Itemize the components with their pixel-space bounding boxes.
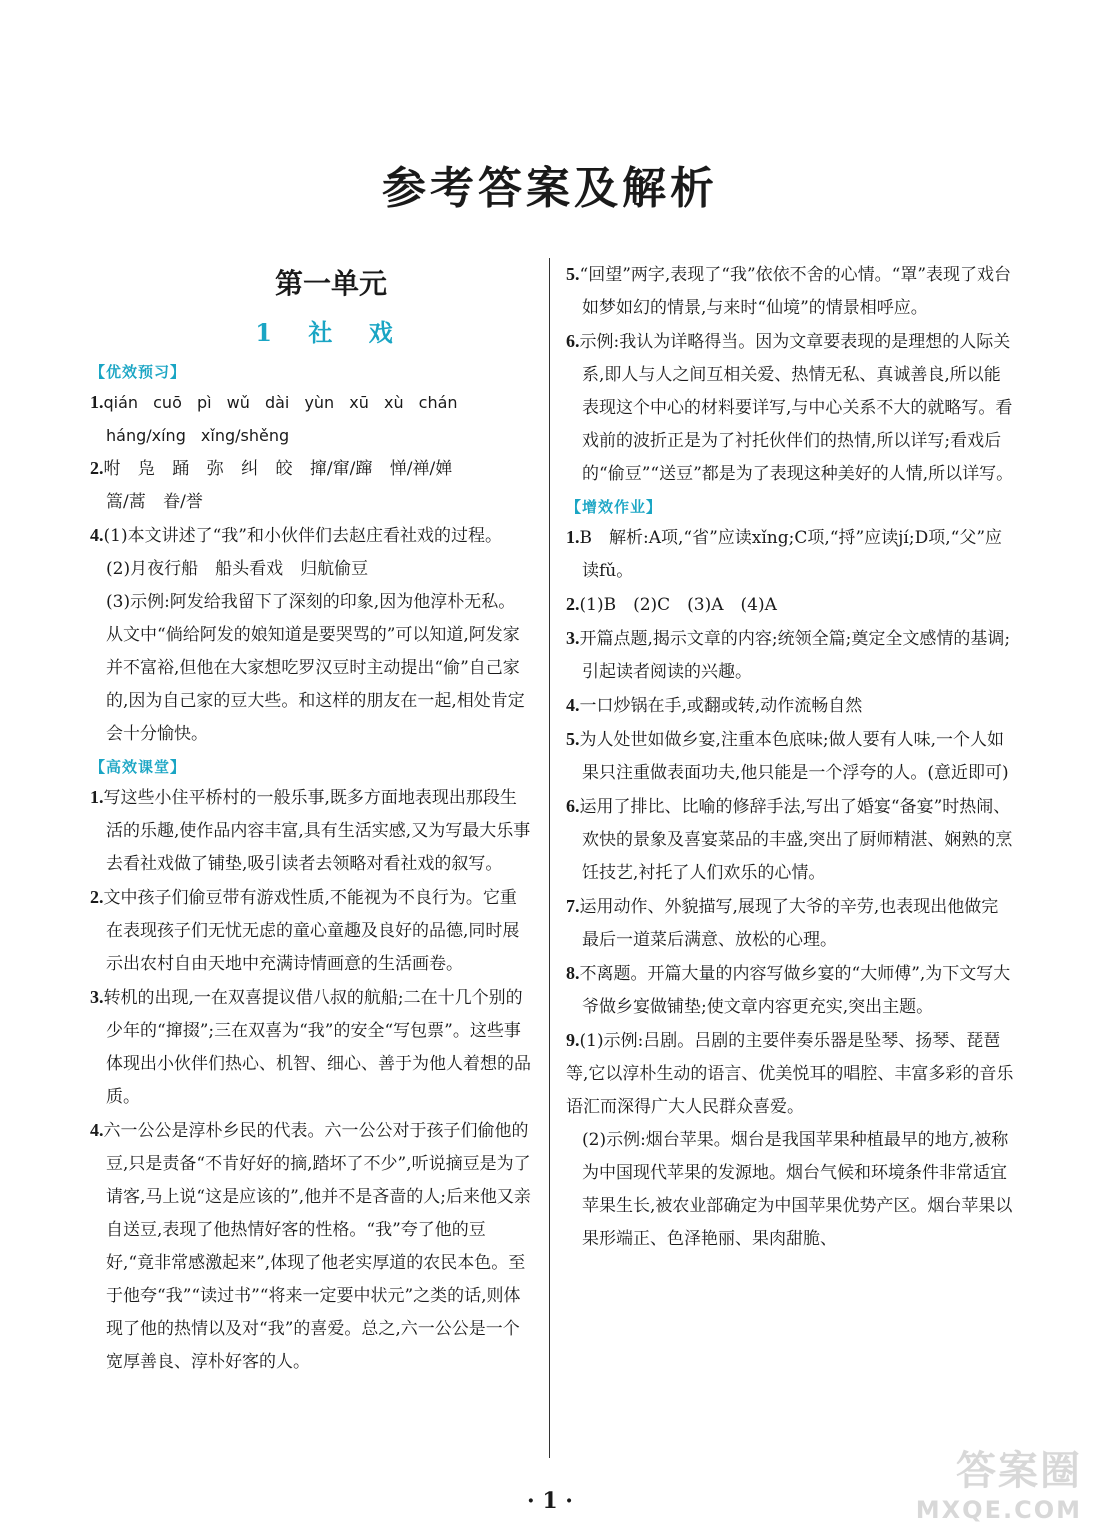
answer-text: 写这些小住平桥村的一般乐事,既多方面地表现出那段生活的乐趣,使作品内容丰富,具有生活实感,又为写最大乐事去看社戏做了铺垫,吸引读者去领略对看社戏的叙写。 (103, 788, 531, 874)
answer-4-part-2: (2)月夜行船 船头看戏 归航偷豆 (106, 559, 369, 579)
answer-number: 9. (566, 1030, 580, 1050)
answer-text: 文中孩子们偷豆带有游戏性质,不能视为不良行为。它重在表现孩子们无忧无虑的童心童趣及良好的品德,同时展示出农村自由天地中充满诗情画意的生活画卷。 (103, 888, 520, 974)
answer-4-part-1: (1)本文讲述了“我”和小伙伴们去赵庄看社戏的过程。 (103, 526, 502, 546)
answer-number: 3. (90, 987, 104, 1007)
answer-number: 3. (566, 628, 580, 648)
watermark-text: 答案圈 (956, 1448, 1082, 1494)
answer-homework-4 (566, 689, 1014, 723)
answer-number: 5. (566, 729, 580, 749)
answer-number: 4. (90, 525, 104, 545)
answer-text: 运用动作、外貌描写,展现了大爷的辛劳,也表现出他做完最后一道菜后满意、放松的心理。 (579, 897, 999, 950)
page-title: 参考答案及解析 (382, 163, 718, 214)
answer-text: 不离题。开篇大量的内容写做乡宴的“大师傅”,为下文写大爷做乡宴做铺垫;使文章内容更充实,突出主题。 (579, 964, 1011, 1017)
answer-classroom-6 (566, 325, 1014, 491)
answer-number: 6. (566, 796, 580, 816)
answer-homework-7 (566, 890, 1014, 957)
answer-text: “回望”两字,表现了“我”依依不舍的心情。“罩”表现了戏台如梦如幻的情景,与来时“仙境”的情景相呼应。 (579, 265, 1012, 318)
watermark (916, 1439, 1082, 1524)
answer-number: 2. (90, 458, 104, 478)
answer-number: 5. (566, 264, 580, 284)
answer-classroom-3 (90, 981, 532, 1114)
answer-number: 8. (566, 963, 580, 983)
answer-number: 6. (566, 331, 580, 351)
watermark-url: MXQE.COM (915, 1496, 1082, 1524)
answer-number: 1. (90, 392, 104, 412)
pinyin-line-2: háng/xíng xǐng/shěng (106, 426, 290, 445)
answer-number: 1. (566, 527, 580, 547)
left-column (90, 258, 532, 1379)
answer-number: 2. (90, 887, 104, 907)
answer-text: 六一公公是淳朴乡民的代表。六一公公对于孩子们偷他的豆,只是责备“不肯好好的摘,踏坏了不少”,听说摘豆是为了请客,马上说“这是应该的”,他并不是吝啬的人;后来他又亲自送豆,表现了他热情好客的性格。“我”夸了他的豆好,“竟非常感激起来”,体现了他老实厚道的农民本色。至于他夸“我”“读过书”“将来一定要中状元”之类的话,则体现了他的热情以及对“我”的喜爱。总之,六一公公是一个宽厚善良、淳朴好客的人。 (103, 1121, 531, 1372)
answer-homework-2 (566, 588, 1014, 622)
answer-preview-1 (90, 386, 532, 452)
answer-text: (1)B (2)C (3)A (4)A (579, 595, 777, 615)
answer-text: 一口炒锅在手,或翻或转,动作流畅自然 (579, 696, 863, 716)
right-column (566, 258, 1014, 1256)
answer-homework-5 (566, 723, 1014, 790)
answer-classroom-2 (90, 881, 532, 981)
answer-preview-4 (90, 519, 532, 751)
answer-homework-9 (566, 1024, 1014, 1256)
answer-text: B 解析:A项,“省”应读xǐng;C项,“捋”应读jí;D项,“父”应读fǔ。 (579, 528, 1003, 581)
answer-text: 示例:我认为详略得当。因为文章要表现的是理想的人际关系,即人与人之间互相关爱、热情无私、真诚善良,所以能表现这个中心的材料要详写,与中心关系不大的就略写。看戏前的波折正是为了衬托伙伴们的热情,所以详写;看戏后的“偷豆”“送豆”都是为了表现这种美好的人情,所以详写。 (579, 332, 1014, 484)
column-divider (549, 258, 550, 1458)
answer-9-part-2: (2)示例:烟台苹果。烟台是我国苹果种植最早的地方,被称为中国现代苹果的发源地。烟台气候和环境条件非常适宜苹果生长,被农业部确定为中国苹果优势产区。烟台苹果以果形端正、色泽艳丽、果肉甜脆、 (582, 1130, 1013, 1249)
answer-number: 4. (90, 1120, 104, 1140)
answer-classroom-1 (90, 781, 532, 881)
chars-line-1: 咐 凫 踊 弥 纠 皎 撺/窜/蹿 惮/禅/婵 (103, 459, 453, 479)
pinyin-line-1: qián cuō pì wǔ dài yùn xū xù chán (103, 393, 458, 412)
answer-number: 4. (566, 695, 580, 715)
answer-classroom-4-part-1 (90, 1114, 532, 1379)
answer-classroom-5 (566, 258, 1014, 325)
answer-number: 7. (566, 896, 580, 916)
answer-text: 运用了排比、比喻的修辞手法,写出了婚宴“备宴”时热闹、欢快的景象及喜宴菜品的丰盛,突出了厨师精湛、娴熟的烹饪技艺,衬托了人们欢乐的心情。 (579, 797, 1013, 883)
lesson-title: 1 社 戏 (255, 318, 407, 347)
chars-line-2: 篙/蒿 眷/誉 (106, 492, 203, 512)
answer-text: 转机的出现,一在双喜提议借八叔的航船;二在十几个别的少年的“撺掇”;三在双喜为“我”的安全“写包票”。这些事体现出小伙伴们热心、机智、细心、善于为他人着想的品质。 (103, 988, 531, 1107)
page-number: · 1 · (527, 1488, 573, 1514)
answer-preview-2 (90, 452, 532, 519)
answer-4-part-3: (3)示例:阿发给我留下了深刻的印象,因为他淳朴无私。从文中“倘给阿发的娘知道是要哭骂的”可以知道,阿发家并不富裕,但他在大家想吃罗汉豆时主动提出“偷”自己家的,因为自己家的豆大些。和这样的朋友在一起,相处肯定会十分愉快。 (106, 592, 525, 744)
section-label-preview: 【优效预习】 (90, 363, 187, 381)
section-label-classroom: 【高效课堂】 (90, 758, 187, 776)
answer-text: 为人处世如做乡宴,注重本色底味;做人要有人味,一个人如果只注重做表面功夫,他只能是一个浮夸的人。(意近即可) (579, 730, 1009, 783)
answer-homework-8 (566, 957, 1014, 1024)
answer-9-part-1: (1)示例:吕剧。吕剧的主要伴奏乐器是坠琴、扬琴、琵琶等,它以淳朴生动的语言、优美悦耳的唱腔、丰富多彩的音乐语汇而深得广大人民群众喜爱。 (566, 1031, 1014, 1117)
answer-homework-3 (566, 622, 1014, 689)
section-label-homework: 【增效作业】 (566, 498, 663, 516)
answer-homework-1 (566, 521, 1014, 588)
answer-number: 2. (566, 594, 580, 614)
answer-homework-6 (566, 790, 1014, 890)
answer-number: 1. (90, 787, 104, 807)
answer-text: 开篇点题,揭示文章的内容;统领全篇;奠定全文感情的基调;引起读者阅读的兴趣。 (579, 629, 1011, 682)
unit-title: 第一单元 (274, 267, 387, 300)
